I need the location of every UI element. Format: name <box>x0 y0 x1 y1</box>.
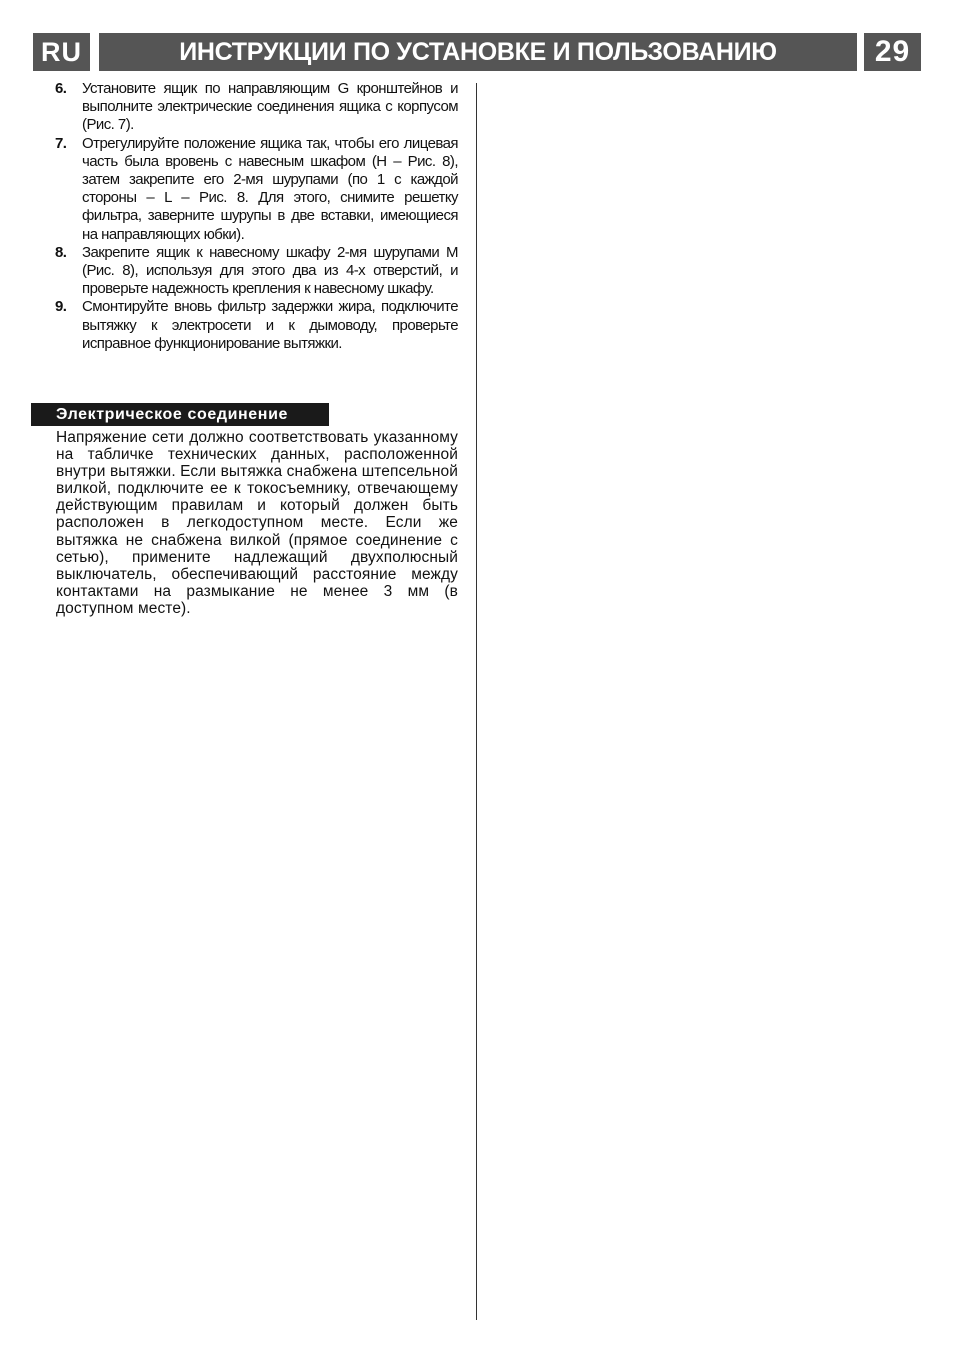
step-text: Установите ящик по направляющим G кронштейнов и выполните электрические соединения ящика с корпусом (Рис. 7). <box>82 80 458 134</box>
step-number: 6. <box>55 80 67 97</box>
step-number: 9. <box>55 298 67 316</box>
language-badge: RU <box>33 33 90 71</box>
step-number: 7. <box>55 134 67 152</box>
column-divider <box>476 83 477 1320</box>
installation-steps <box>55 80 458 353</box>
page-number: 29 <box>864 33 921 71</box>
step-text: Закрепите ящик к навесному шкафу 2-мя шурупами M (Рис. 8), используя для этого два из 4-х отверстий, и проверьте надежность крепления к навесному шкафу. <box>82 243 458 298</box>
page-title: ИНСТРУКЦИИ ПО УСТАНОВКЕ И ПОЛЬЗОВАНИЮ <box>99 33 857 71</box>
step-9 <box>55 298 458 353</box>
step-7 <box>55 135 458 244</box>
step-6 <box>55 80 458 135</box>
step-text: Отрегулируйте положение ящика так, чтобы его лицевая часть была вровень с навесным шкафом (H – Рис. 8), затем закрепите его 2-мя шурупами (по 1 с каждой стороны – L – Рис. 8. Для этого, снимите решетку фильтра, заверните шурупы в две вставки, имеющиеся на направляющих юбки). <box>82 134 458 243</box>
left-column <box>55 80 458 353</box>
section-paragraph: Напряжение сети должно соответствовать указанному на табличке технических данных, расположенной внутри вытяжки. Если вытяжка снабжена штепсельной вилкой, подключите ее к токосъемнику, отвечающему действующим правилам и который должен быть расположен в легкодоступном месте. Если же вытяжка не снабжена вилкой (прямое соединение с сетью), примените надлежащий двухполюсный выключатель, обеспечивающий расстояние между контактами на размыкание не менее 3 мм (в доступном месте). <box>56 429 458 617</box>
step-8 <box>55 244 458 299</box>
step-number: 8. <box>55 243 67 261</box>
section-heading: Электрическое соединение <box>31 403 329 426</box>
step-text: Смонтируйте вновь фильтр задержки жира, подключите вытяжку к электросети и к дымоводу, проверьте исправное функционирование вытяжки. <box>82 298 458 352</box>
